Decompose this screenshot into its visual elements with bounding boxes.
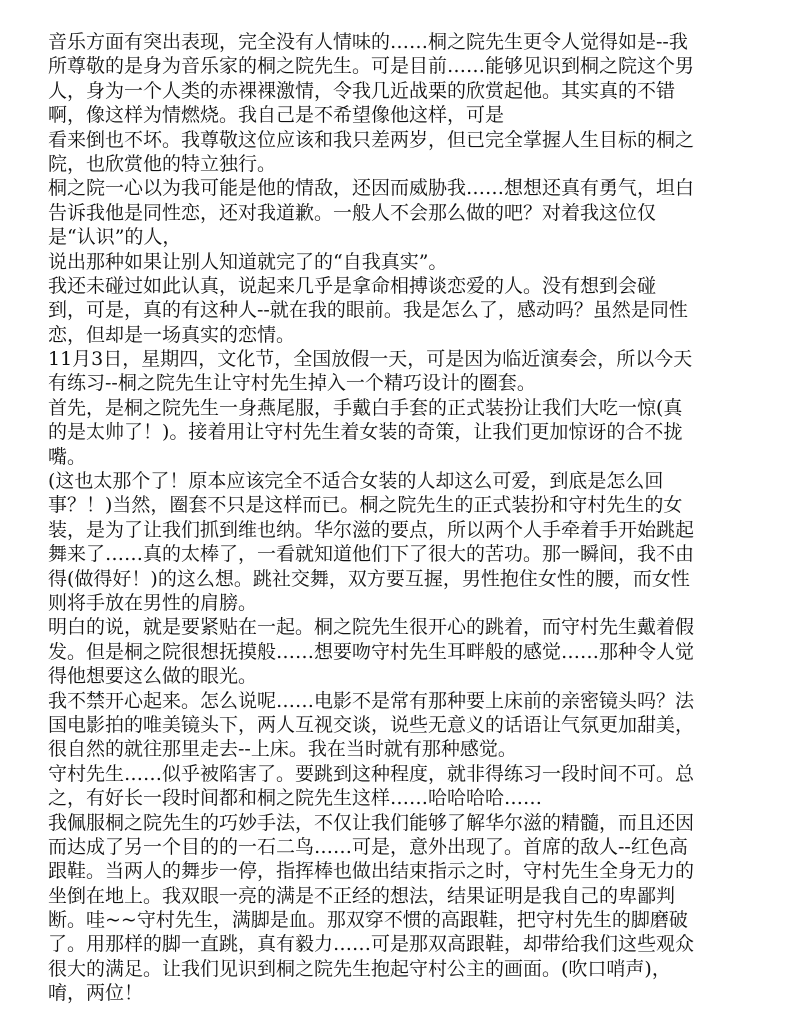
text-line: 很自然的就往那里走去--上床。我在当时就有那种感觉。 — [48, 738, 517, 761]
text-line: 了。用那样的脚一直跳，真有毅力……可是那双高跟鞋，却带给我们这些观众 — [48, 933, 695, 956]
text-line: 说出那种如果让别人知道就完了的“自我真实”。 — [48, 250, 448, 273]
text-line: 事？！)当然，圈套不只是这样而已。桐之院先生的正式装扮和守村先生的女 — [48, 494, 683, 517]
text-line: 装，是为了让我们抓到维也纳。华尔滋的要点，所以两个人手牵着手开始跳起 — [48, 518, 695, 541]
text-line: 的是太帅了！)。接着用让守村先生着女装的奇策，让我们更加惊讶的合不拢 — [48, 421, 683, 444]
text-line: 国电影拍的唯美镜头下，两人互视交谈，说些无意义的话语让气氛更加甜美， — [48, 713, 695, 736]
text-line: 啊，像这样为情燃烧。我自己是不希望像他这样，可是 — [48, 104, 505, 127]
text-line: 首先，是桐之院先生一身燕尾服，手戴白手套的正式装扮让我们大吃一惊(真 — [48, 396, 683, 419]
text-line: 所尊敬的是身为音乐家的桐之院先生。可是目前……能够见识到桐之院这个男 — [48, 55, 695, 78]
text-line: 守村先生……似乎被陷害了。要跳到这种程度，就非得练习一段时间不可。总 — [48, 762, 695, 785]
text-line: 院，也欣赏他的特立独行。 — [48, 152, 277, 175]
text-line: 音乐方面有突出表现，完全没有人情味的……桐之院先生更令人觉得如是--我 — [48, 31, 688, 53]
text-line: 有练习--桐之院先生让守村先生掉入一个精巧设计的圈套。 — [48, 372, 536, 395]
text-line: 跟鞋。当两人的舞步一停，指挥棒也做出结束指示之时，守村先生全身无力的 — [48, 860, 695, 883]
text-line: 恋，但却是一场真实的恋情。 — [48, 323, 296, 346]
text-line: 人，身为一个人类的赤裸裸激情，令我几近战栗的欣赏起他。其实真的不错 — [48, 79, 676, 102]
text-line: 我佩服桐之院先生的巧妙手法，不仅让我们能够了解华尔滋的精髓，而且还因 — [48, 811, 695, 834]
text-line: 断。哇~~守村先生，满脚是血。那双穿不惯的高跟鞋，把守村先生的脚磨破 — [48, 909, 688, 932]
text-line: 嘴。 — [48, 445, 87, 468]
text-line: 看来倒也不坏。我尊敬这位应该和我只差两岁，但已完全掌握人生目标的桐之 — [48, 128, 695, 151]
text-line: 得(做得好！)的这么想。跳社交舞，双方要互握，男性抱住女性的腰，而女性 — [48, 567, 690, 590]
text-line: 桐之院一心以为我可能是他的情敌，还因而威胁我……想想还真有勇气，坦白 — [48, 177, 695, 200]
text-line: 而达成了另一个目的的一石二鸟……可是，意外出现了。首席的敌人--红色高 — [48, 835, 688, 858]
text-line: 告诉我他是同性恋，还对我道歉。一般人不会那么做的吧？对着我这位仅 — [48, 201, 657, 224]
text-line: 发。但是桐之院很想抚摸般……想要吻守村先生耳畔般的感觉……那种令人觉 — [48, 640, 695, 663]
document-page — [48, 30, 763, 1006]
text-line: 舞来了……真的太棒了，一看就知道他们下了很大的苦功。那一瞬间，我不由 — [48, 543, 695, 566]
text-line: 是“认识”的人， — [48, 226, 182, 249]
text-line: 明白的说，就是要紧贴在一起。桐之院先生很开心的跳着，而守村先生戴着假 — [48, 616, 695, 639]
text-line: (这也太那个了！原本应该完全不适合女装的人却这么可爱，到底是怎么回 — [48, 470, 664, 493]
text-line: 11月3日，星期四，文化节，全国放假一天，可是因为临近演奏会，所以今天 — [48, 348, 693, 371]
text-line: 我还未碰过如此认真，说起来几乎是拿命相搏谈恋爱的人。没有想到会碰 — [48, 274, 657, 297]
text-line: 得他想要这么做的眼光。 — [48, 665, 258, 688]
text-line: 坐倒在地上。我双眼一亮的满是不正经的想法，结果证明是我自己的卑鄙判 — [48, 884, 676, 907]
text-line: 之，有好长一段时间都和桐之院先生这样……哈哈哈哈…… — [48, 787, 543, 810]
text-line: 很大的满足。让我们见识到桐之院先生抱起守村公主的画面。(吹口哨声)， — [48, 957, 671, 980]
text-line: 则将手放在男性的肩膀。 — [48, 591, 258, 614]
text-line: 唷，两位！ — [48, 982, 144, 1005]
text-line: 我不禁开心起来。怎么说呢……电影不是常有那种要上床前的亲密镜头吗？法 — [48, 689, 695, 712]
text-line: 到，可是，真的有这种人--就在我的眼前。我是怎么了，感动吗？虽然是同性 — [48, 299, 688, 322]
